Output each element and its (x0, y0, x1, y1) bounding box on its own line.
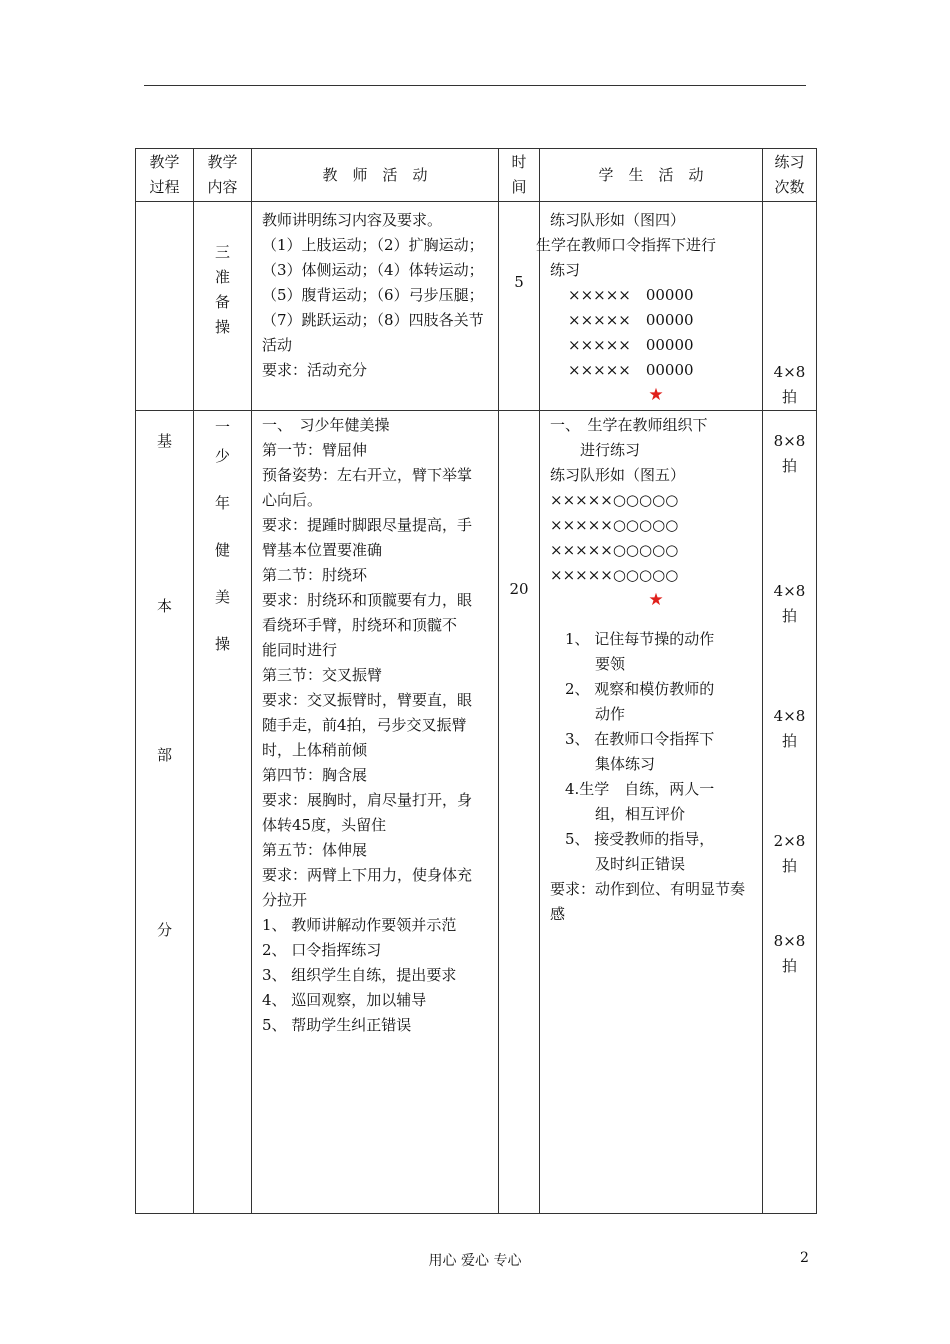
header-practice-count: 练习 次数 (763, 149, 817, 202)
warmup-student-cell: 练习队形如（图四） 生学在教师口令指挥下进行 练习 ××××× 00000 ××××× 00000 ××××× 00000 ××××× 00000 ★ (540, 202, 763, 411)
warmup-count-cell: 4×8 拍 (763, 202, 817, 411)
page-number: 2 (800, 1250, 809, 1266)
main-content-cell: 一 少 年 健 美 操 (194, 411, 252, 1214)
teacher-star-icon: ★ (648, 590, 664, 610)
main-process-cell: 基 本 部 分 (136, 411, 194, 1214)
warmup-process-cell (136, 202, 194, 411)
warmup-row (136, 202, 817, 411)
header-teacher-activity: 教 师 活 动 (252, 149, 499, 202)
header-time: 时 间 (499, 149, 540, 202)
header-content: 教学 内容 (194, 149, 252, 202)
main-row (136, 411, 817, 1214)
lesson-plan-table (135, 148, 817, 1214)
warmup-teacher-cell: 教师讲明练习内容及要求。 （1）上肢运动；（2）扩胸运动； （3）体侧运动；（4）体转运动； （5）腹背运动；（6）弓步压腿； （7）跳跃运动；（8）四肢各关节 活动 要求：活动充分 (252, 202, 499, 411)
warmup-content-cell: 三 准 备 操 (194, 202, 252, 411)
main-time-cell: 20 (499, 411, 540, 1214)
footer-motto: 用心 爱心 专心 (428, 1253, 522, 1269)
main-student-cell: 一、 生学在教师组织下 进行练习 练习队形如（图五） ×××××○○○○○ ×××××○○○○○ ×××××○○○○○ ×××××○○○○○ ★ 1、 记住每节操的动作 要领 2、 观察和模仿教师的 动作 3、 在教师口令指挥下 集体练习 4.生学 自练，两人一 组，相互评价 5、 接受教师的指导， 及时纠正错误 要求：动作到位、有明显节奏 感 (540, 411, 763, 1214)
header-process: 教学 过程 (136, 149, 194, 202)
header-student-activity: 学 生 活 动 (540, 149, 763, 202)
teacher-star-icon: ★ (648, 385, 664, 405)
main-count-cell: 8×8 拍 4×8 拍 4×8 拍 2×8 拍 8×8 拍 (763, 411, 817, 1214)
main-teacher-cell: 一、 习少年健美操 第一节：臂屈伸 预备姿势：左右开立，臂下举掌 心向后。 要求：提踵时脚跟尽量提高，手 臂基本位置要准确 第二节：肘绕环 要求：肘绕环和顶髋要有力，眼 看绕环手臂，肘绕环和顶髋不 能同时进行 第三节：交叉振臂 要求：交叉振臂时，臂要直，眼 随手走，前4拍，弓步交叉振臂 时，上体稍前倾 第四节：胸含展 要求：展胸时，肩尽量打开，身 体转45度，头留住 第五节：体伸展 要求：两臂上下用力，使身体充 分拉开 1、 教师讲解动作要领并示范 2、 口令指挥练习 3、 组织学生自练，提出要求 4、 巡回观察，加以辅导 5、 帮助学生纠正错误 (252, 411, 499, 1214)
warmup-time-cell: 5 (499, 202, 540, 411)
header-rule (144, 85, 806, 86)
header-row (136, 149, 817, 202)
